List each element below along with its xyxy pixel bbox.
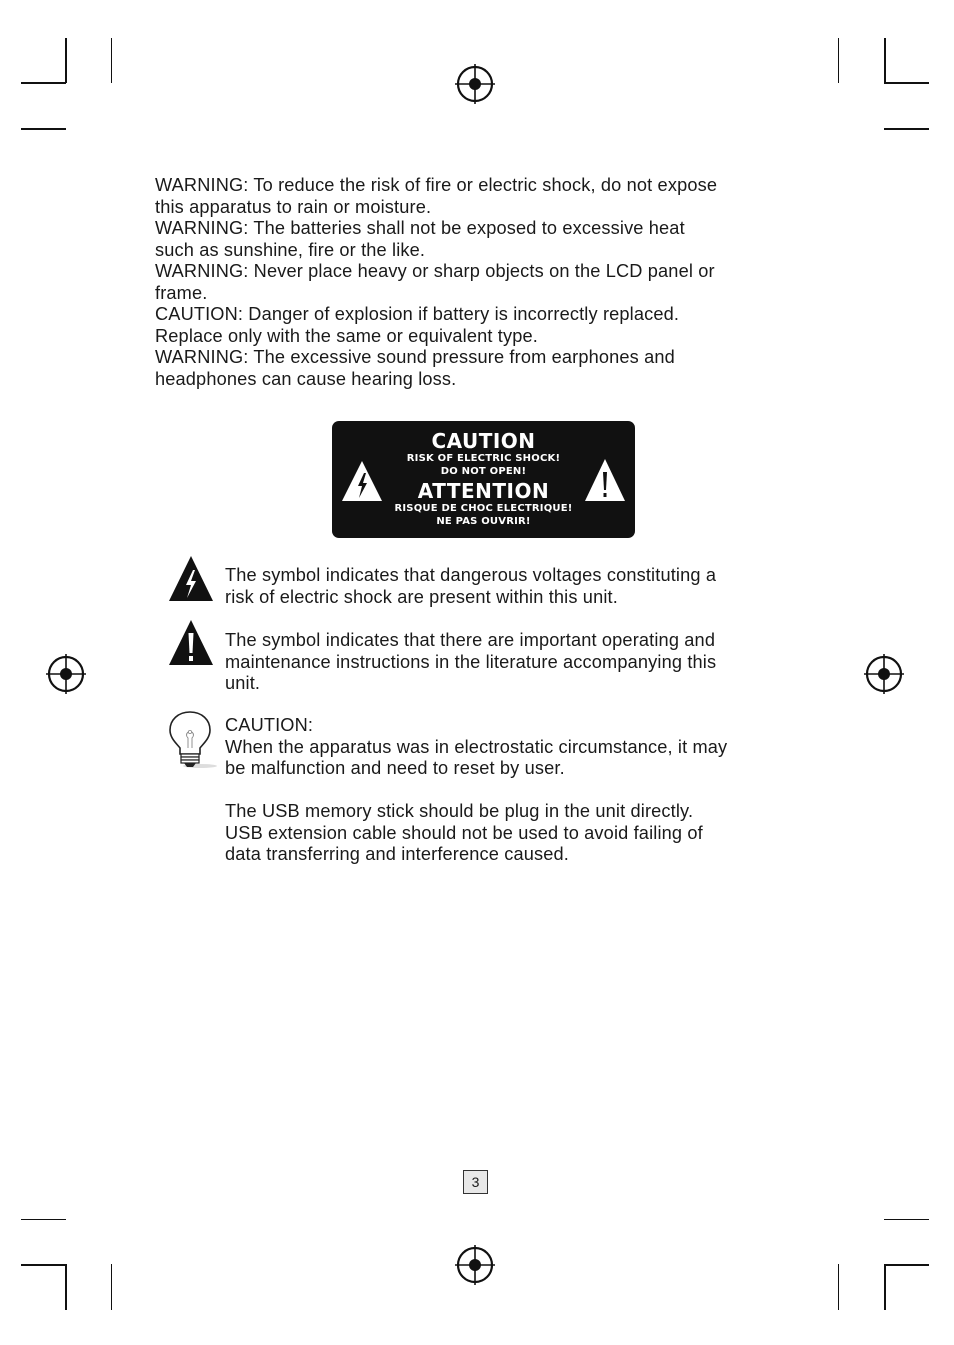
warnings-block bbox=[155, 175, 815, 390]
registration-mark-icon bbox=[864, 654, 904, 694]
light-bulb-icon bbox=[166, 710, 218, 770]
attention-line: RISQUE DE CHOC ELECTRIQUE! bbox=[394, 503, 573, 514]
attention-line: NE PAS OUVRIR! bbox=[436, 516, 531, 527]
caution-line: DO NOT OPEN! bbox=[440, 466, 527, 477]
warning-line: WARNING: The batteries shall not be exposed to excessive heat bbox=[155, 218, 685, 238]
exclamation-triangle-icon bbox=[583, 457, 627, 503]
exclamation-triangle-icon bbox=[168, 619, 214, 666]
warning-line: frame. bbox=[155, 282, 208, 303]
bulb-caution-description: CAUTION: When the apparatus was in electrostatic circumstance, it may be malfunction and need to reset by user. The USB memory stick should be plug in the unit directly. USB extension cable should not be used to avoid failing of data transferring and interference caused. bbox=[225, 715, 805, 866]
spacer bbox=[225, 780, 805, 802]
registration-mark-icon bbox=[46, 654, 86, 694]
warning-line: CAUTION: Danger of explosion if battery is incorrectly replaced. bbox=[155, 304, 680, 324]
caution-label bbox=[332, 421, 635, 538]
registration-mark-icon bbox=[455, 64, 495, 104]
warning-line: this apparatus to rain or moisture. bbox=[155, 196, 432, 217]
caution-heading: CAUTION: bbox=[225, 715, 314, 735]
warning-line: headphones can cause hearing loss. bbox=[155, 368, 457, 389]
registration-mark-icon bbox=[455, 1245, 495, 1285]
warning-line: WARNING: The excessive sound pressure from earphones and bbox=[155, 347, 675, 367]
attention-title: ATTENTION bbox=[417, 479, 550, 503]
warning-line: WARNING: Never place heavy or sharp objects on the LCD panel or bbox=[155, 261, 715, 281]
lightning-triangle-icon bbox=[168, 555, 214, 602]
warning-line: WARNING: To reduce the risk of fire or electric shock, do not expose bbox=[155, 175, 718, 195]
warning-line: such as sunshine, fire or the like. bbox=[155, 239, 426, 260]
warning-line: Replace only with the same or equivalent type. bbox=[155, 325, 538, 346]
page-number: 3 bbox=[463, 1170, 488, 1194]
exclamation-symbol-description: The symbol indicates that there are important operating and maintenance instructions in the literature accompanying this unit. bbox=[225, 630, 717, 693]
caution-line: RISK OF ELECTRIC SHOCK! bbox=[406, 453, 561, 464]
lightning-symbol-description: The symbol indicates that dangerous voltages constituting a risk of electric shock are present within this unit. bbox=[225, 565, 717, 607]
caution-title: CAUTION bbox=[431, 429, 536, 453]
